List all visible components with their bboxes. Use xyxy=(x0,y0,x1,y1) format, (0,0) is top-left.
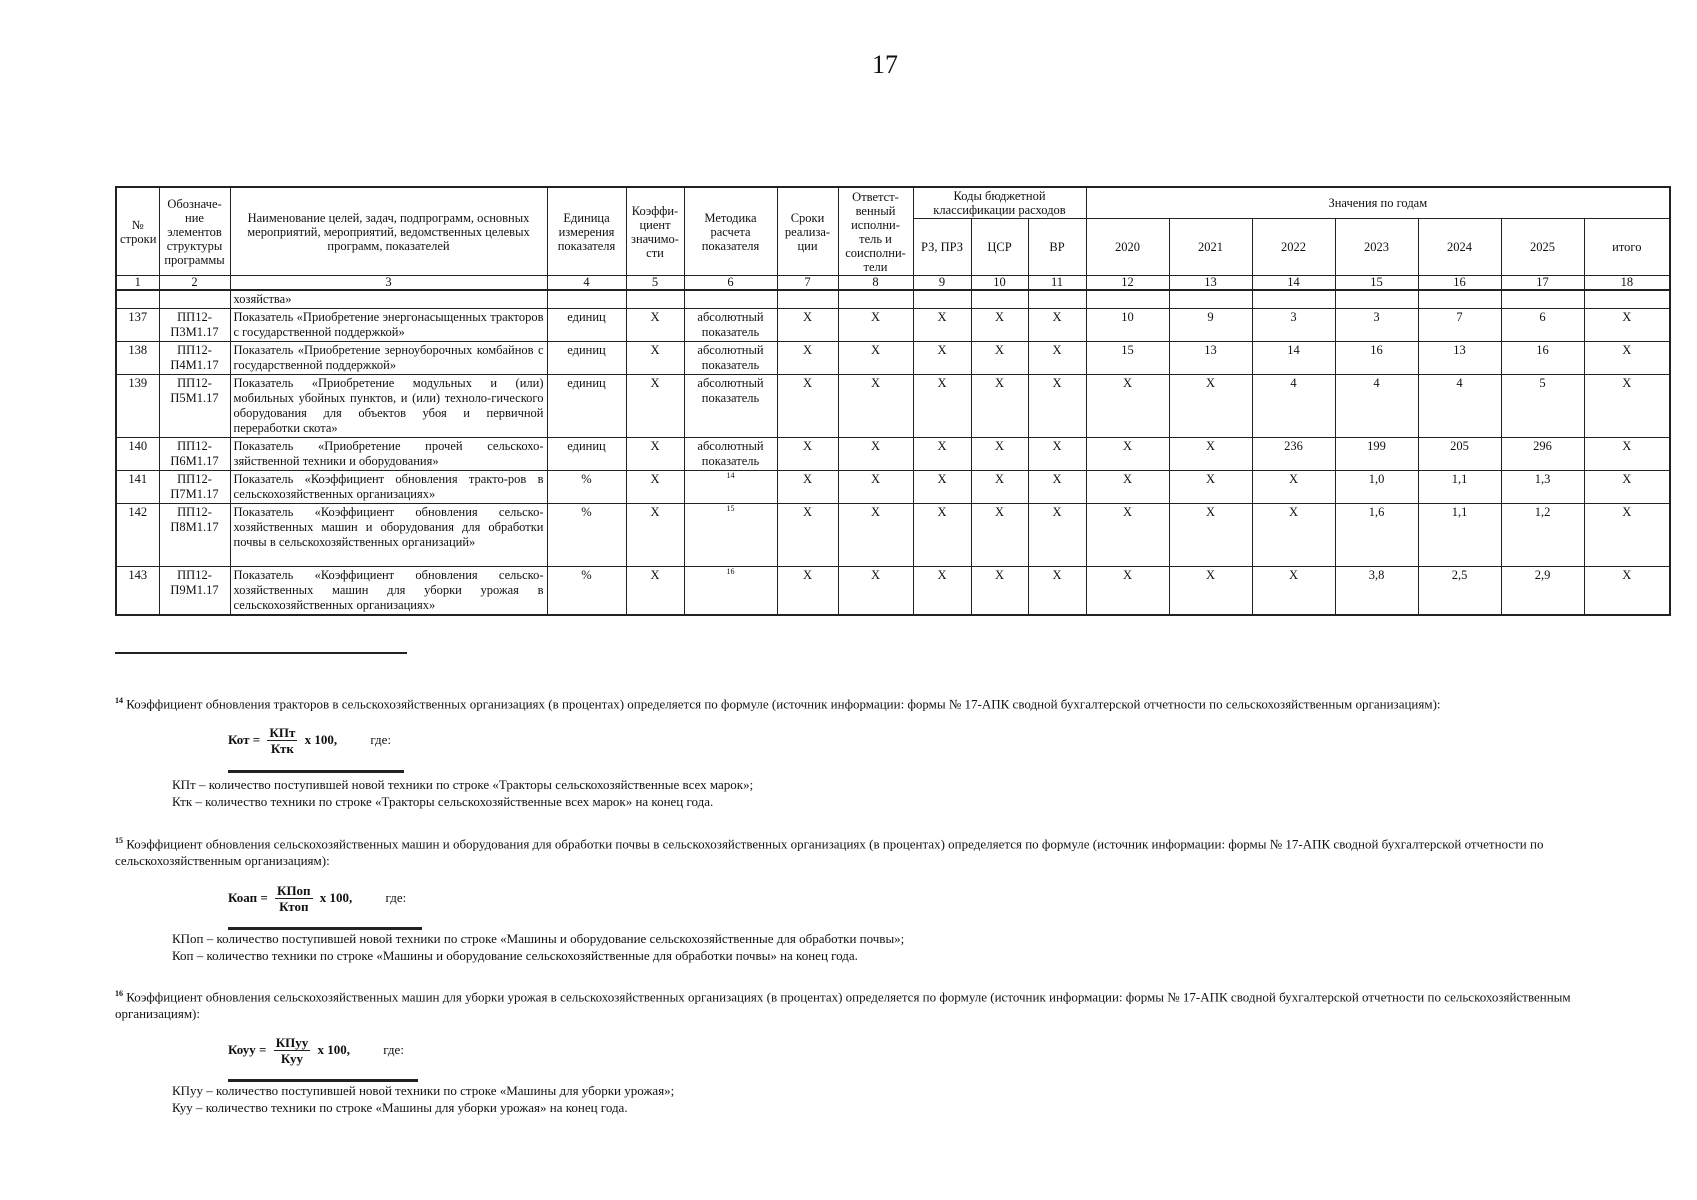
formula-denominator: Ктк xyxy=(270,741,294,756)
value-2023: 1,0 xyxy=(1335,471,1418,504)
table-row xyxy=(116,309,1670,342)
rz-cell: Х xyxy=(913,471,971,504)
csr-cell: Х xyxy=(971,438,1028,471)
header-budget-codes: Коды бюджетной классификации расходов xyxy=(913,187,1086,219)
value-2023: 3,8 xyxy=(1335,567,1418,616)
value-2022: Х xyxy=(1252,504,1335,567)
table-body xyxy=(116,290,1670,615)
value-2022: 3 xyxy=(1252,309,1335,342)
value-2022: 236 xyxy=(1252,438,1335,471)
value-2021: Х xyxy=(1169,471,1252,504)
column-number: 3 xyxy=(230,276,547,291)
column-number: 15 xyxy=(1335,276,1418,291)
value-2021: Х xyxy=(1169,567,1252,616)
unit-cell: единиц xyxy=(547,342,626,375)
table-row xyxy=(116,471,1670,504)
legend-line: КПуу – количество поступившей новой техники по строке «Машины для уборки урожая»; xyxy=(172,1083,675,1098)
coefficient-cell: Х xyxy=(626,504,684,567)
row-number: 140 xyxy=(116,438,159,471)
value-2023: 16 xyxy=(1335,342,1418,375)
value-total: Х xyxy=(1584,567,1670,616)
formula-denominator: Куу xyxy=(280,1051,304,1066)
rz-cell: Х xyxy=(913,438,971,471)
footnote-reference: 16 xyxy=(726,566,735,576)
element-code: ПП12-П8М1.17 xyxy=(159,504,230,567)
formula-where: где: xyxy=(383,1041,404,1057)
method-cell: абсолютный показатель xyxy=(684,342,777,375)
csr-cell: Х xyxy=(971,471,1028,504)
indicator-name: Показатель «Коэффициент обновления сельско-хозяйственных машин и оборудования для обработки почвы в сельскохозяйственных организаций» xyxy=(230,504,547,567)
formula-denominator: Ктоп xyxy=(279,899,309,914)
rz-cell: Х xyxy=(913,375,971,438)
csr-cell: Х xyxy=(971,567,1028,616)
formula-underline xyxy=(228,770,404,773)
responsible-cell: Х xyxy=(838,471,913,504)
element-code: ПП12-П5М1.17 xyxy=(159,375,230,438)
header-term: Сроки реализа-ции xyxy=(777,187,838,276)
footnote-legend-14 xyxy=(172,776,753,810)
value-2023: 4 xyxy=(1335,375,1418,438)
header-year: 2024 xyxy=(1418,219,1501,276)
coefficient-cell: Х xyxy=(626,309,684,342)
footnote-reference: 15 xyxy=(726,503,735,513)
csr-cell: Х xyxy=(971,504,1028,567)
value-2022: Х xyxy=(1252,471,1335,504)
term-cell: Х xyxy=(777,504,838,567)
unit-cell: единиц xyxy=(547,375,626,438)
column-number: 5 xyxy=(626,276,684,291)
footnote-mark: 14 xyxy=(115,696,123,705)
unit-cell: единиц xyxy=(547,438,626,471)
vr-cell: Х xyxy=(1028,375,1086,438)
header-method: Методика расчета показателя xyxy=(684,187,777,276)
value-2025: 1,3 xyxy=(1501,471,1584,504)
formula-where: где: xyxy=(385,889,407,905)
column-number: 7 xyxy=(777,276,838,291)
unit-cell: % xyxy=(547,504,626,567)
formula-multiplier: х 100, xyxy=(304,731,338,747)
column-number: 9 xyxy=(913,276,971,291)
term-cell: Х xyxy=(777,342,838,375)
header-coefficient: Коэффи-циент значимо-сти xyxy=(626,187,684,276)
footnote-text: Коэффициент обновления сельскохозяйственных машин и оборудования для обработки почвы в сельскохозяйственных организациях (в процентах) определяется по формуле (источник информации: формы № 17-АПК сводной бухгалтерской отчетности по сельскохозяйственным организациям): xyxy=(115,836,1544,869)
value-2020: 10 xyxy=(1086,309,1169,342)
row-number: 143 xyxy=(116,567,159,616)
column-number: 13 xyxy=(1169,276,1252,291)
value-2024: 7 xyxy=(1418,309,1501,342)
formula-lhs: Кот = xyxy=(228,731,261,747)
indicators-table xyxy=(115,186,1671,616)
vr-cell: Х xyxy=(1028,438,1086,471)
responsible-cell: Х xyxy=(838,342,913,375)
column-numbers-row xyxy=(116,276,1670,291)
method-cell xyxy=(684,567,777,616)
value-2023: 199 xyxy=(1335,438,1418,471)
value-2024: 4 xyxy=(1418,375,1501,438)
method-cell: абсолютный показатель xyxy=(684,438,777,471)
term-cell: Х xyxy=(777,567,838,616)
column-number: 2 xyxy=(159,276,230,291)
responsible-cell: Х xyxy=(838,309,913,342)
responsible-cell: Х xyxy=(838,504,913,567)
continuation-text: хозяйства» xyxy=(230,290,547,309)
element-code: ПП12-П9М1.17 xyxy=(159,567,230,616)
row-number: 138 xyxy=(116,342,159,375)
header-values-by-year: Значения по годам xyxy=(1086,187,1670,219)
table-row xyxy=(116,375,1670,438)
legend-line: КПоп – количество поступившей новой техники по строке «Машины и оборудование сельскохозяйственные для обработки почвы»; xyxy=(172,931,905,946)
indicator-name: Показатель «Коэффициент обновления тракто-ров в сельскохозяйственных организациях» xyxy=(230,471,547,504)
formula-numerator: КПт xyxy=(269,725,296,740)
formula-15 xyxy=(228,884,406,914)
header-vr: ВР xyxy=(1028,219,1086,276)
value-2025: 5 xyxy=(1501,375,1584,438)
header-code: Обозначе-ние элементов структуры программы xyxy=(159,187,230,276)
vr-cell: Х xyxy=(1028,567,1086,616)
formula-multiplier: х 100, xyxy=(319,889,353,905)
table-row xyxy=(116,438,1670,471)
vr-cell: Х xyxy=(1028,342,1086,375)
value-total: Х xyxy=(1584,471,1670,504)
column-number: 11 xyxy=(1028,276,1086,291)
formula-numerator: КПоп xyxy=(277,883,311,898)
indicator-name: Показатель «Коэффициент обновления сельско-хозяйственных машин для уборки урожая в сельскохозяйственных организациях» xyxy=(230,567,547,616)
value-2024: 205 xyxy=(1418,438,1501,471)
unit-cell: % xyxy=(547,471,626,504)
legend-line: Куу – количество техники по строке «Машины для уборки урожая» на конец года. xyxy=(172,1100,628,1115)
value-total: Х xyxy=(1584,438,1670,471)
row-number: 142 xyxy=(116,504,159,567)
continuation-row xyxy=(116,290,1670,309)
value-2020: 15 xyxy=(1086,342,1169,375)
formula-fraction xyxy=(274,1036,311,1066)
method-cell xyxy=(684,471,777,504)
footnote-mark: 15 xyxy=(115,836,123,845)
rz-cell: Х xyxy=(913,567,971,616)
formula-fraction xyxy=(275,884,313,914)
responsible-cell: Х xyxy=(838,438,913,471)
footnote-text: Коэффициент обновления сельскохозяйственных машин для уборки урожая в сельскохозяйственных организациях (в процентах) определяется по формуле (источник информации: формы № 17-АПК сводной бухгалтерской отчетности по сельскохозяйственным организациям): xyxy=(115,989,1571,1022)
row-number: 137 xyxy=(116,309,159,342)
header-year: 2020 xyxy=(1086,219,1169,276)
header-name: Наименование целей, задач, подпрограмм, основных мероприятий, мероприятий, ведомственных целевых программ, показателей xyxy=(230,187,547,276)
csr-cell: Х xyxy=(971,309,1028,342)
value-2025: 296 xyxy=(1501,438,1584,471)
column-number: 6 xyxy=(684,276,777,291)
value-2020: Х xyxy=(1086,438,1169,471)
footnote-separator xyxy=(115,652,407,654)
coefficient-cell: Х xyxy=(626,375,684,438)
value-2021: Х xyxy=(1169,438,1252,471)
value-2024: 1,1 xyxy=(1418,471,1501,504)
column-number: 18 xyxy=(1584,276,1670,291)
coefficient-cell: Х xyxy=(626,342,684,375)
footnote-legend-15 xyxy=(172,930,904,964)
page-number: 17 xyxy=(872,50,898,79)
header-year: 2022 xyxy=(1252,219,1335,276)
legend-line: Коп – количество техники по строке «Машины и оборудование сельскохозяйственные для обработки почвы» на конец года. xyxy=(172,948,858,963)
footnote-legend-16 xyxy=(172,1082,674,1116)
value-2020: Х xyxy=(1086,375,1169,438)
value-2021: 9 xyxy=(1169,309,1252,342)
value-2020: Х xyxy=(1086,504,1169,567)
value-2024: 13 xyxy=(1418,342,1501,375)
vr-cell: Х xyxy=(1028,471,1086,504)
value-2023: 1,6 xyxy=(1335,504,1418,567)
footnote-reference: 14 xyxy=(726,470,735,480)
column-number: 10 xyxy=(971,276,1028,291)
formula-where: где: xyxy=(370,731,392,747)
table-row xyxy=(116,342,1670,375)
vr-cell: Х xyxy=(1028,504,1086,567)
value-2022: 4 xyxy=(1252,375,1335,438)
indicator-name: Показатель «Приобретение энергонасыщенных тракторов с государственной поддержкой» xyxy=(230,309,547,342)
header-year: 2021 xyxy=(1169,219,1252,276)
value-2024: 2,5 xyxy=(1418,567,1501,616)
rz-cell: Х xyxy=(913,309,971,342)
footnote-mark: 16 xyxy=(115,989,123,998)
column-number: 1 xyxy=(116,276,159,291)
unit-cell: % xyxy=(547,567,626,616)
method-cell: абсолютный показатель xyxy=(684,375,777,438)
indicator-name: Показатель «Приобретение зерноуборочных комбайнов с государственной поддержкой» xyxy=(230,342,547,375)
value-2021: 13 xyxy=(1169,342,1252,375)
value-total: Х xyxy=(1584,375,1670,438)
formula-lhs: Коуу = xyxy=(228,1041,267,1057)
column-number: 17 xyxy=(1501,276,1584,291)
element-code: ПП12-П4М1.17 xyxy=(159,342,230,375)
indicator-name: Показатель «Приобретение прочей сельскохо-зяйственной техники и оборудования» xyxy=(230,438,547,471)
formula-14 xyxy=(228,726,391,756)
term-cell: Х xyxy=(777,438,838,471)
footnote-16 xyxy=(115,985,1605,1022)
column-number: 14 xyxy=(1252,276,1335,291)
header-year: 2023 xyxy=(1335,219,1418,276)
responsible-cell: Х xyxy=(838,375,913,438)
row-number: 139 xyxy=(116,375,159,438)
legend-line: Ктк – количество техники по строке «Тракторы сельскохозяйственные всех марок» на конец года. xyxy=(172,794,714,809)
value-total: Х xyxy=(1584,309,1670,342)
coefficient-cell: Х xyxy=(626,567,684,616)
header-csr: ЦСР xyxy=(971,219,1028,276)
indicator-name: Показатель «Приобретение модульных и (или) мобильных убойных пунктов, и (или) техноло-гического оборудования для объектов убоя и первичной переработки скота» xyxy=(230,375,547,438)
term-cell: Х xyxy=(777,375,838,438)
table-header xyxy=(116,187,1670,290)
header-total: итого xyxy=(1584,219,1670,276)
table-row xyxy=(116,567,1670,616)
unit-cell: единиц xyxy=(547,309,626,342)
method-cell: абсолютный показатель xyxy=(684,309,777,342)
rz-cell: Х xyxy=(913,342,971,375)
vr-cell: Х xyxy=(1028,309,1086,342)
column-number: 12 xyxy=(1086,276,1169,291)
value-total: Х xyxy=(1584,504,1670,567)
value-total: Х xyxy=(1584,342,1670,375)
value-2021: Х xyxy=(1169,375,1252,438)
element-code: ПП12-П6М1.17 xyxy=(159,438,230,471)
value-2020: Х xyxy=(1086,471,1169,504)
value-2023: 3 xyxy=(1335,309,1418,342)
table-row xyxy=(116,504,1670,567)
value-2025: 6 xyxy=(1501,309,1584,342)
header-row-number: № строки xyxy=(116,187,159,276)
legend-line: КПт – количество поступившей новой техники по строке «Тракторы сельскохозяйственные всех марок»; xyxy=(172,777,754,792)
footnote-14 xyxy=(115,692,1605,712)
header-unit: Единица измерения показателя xyxy=(547,187,626,276)
csr-cell: Х xyxy=(971,342,1028,375)
method-cell xyxy=(684,504,777,567)
value-2020: Х xyxy=(1086,567,1169,616)
column-number: 8 xyxy=(838,276,913,291)
formula-lhs: Коап = xyxy=(228,889,268,905)
value-2022: 14 xyxy=(1252,342,1335,375)
value-2025: 1,2 xyxy=(1501,504,1584,567)
responsible-cell: Х xyxy=(838,567,913,616)
value-2022: Х xyxy=(1252,567,1335,616)
row-number: 141 xyxy=(116,471,159,504)
column-number: 16 xyxy=(1418,276,1501,291)
value-2025: 16 xyxy=(1501,342,1584,375)
value-2025: 2,9 xyxy=(1501,567,1584,616)
element-code: ПП12-П7М1.17 xyxy=(159,471,230,504)
footnote-text: Коэффициент обновления тракторов в сельскохозяйственных организациях (в процентах) определяется по формуле (источник информации: формы № 17-АПК сводной бухгалтерской отчетности по сельскохозяйственным организациям): xyxy=(126,696,1441,712)
value-2024: 1,1 xyxy=(1418,504,1501,567)
coefficient-cell: Х xyxy=(626,471,684,504)
formula-16 xyxy=(228,1036,404,1066)
column-number: 4 xyxy=(547,276,626,291)
rz-cell: Х xyxy=(913,504,971,567)
header-year: 2025 xyxy=(1501,219,1584,276)
footnote-15 xyxy=(115,832,1605,869)
csr-cell: Х xyxy=(971,375,1028,438)
formula-fraction xyxy=(267,726,297,756)
formula-multiplier: х 100, xyxy=(317,1041,350,1057)
coefficient-cell: Х xyxy=(626,438,684,471)
value-2021: Х xyxy=(1169,504,1252,567)
term-cell: Х xyxy=(777,309,838,342)
element-code: ПП12-П3М1.17 xyxy=(159,309,230,342)
formula-numerator: КПуу xyxy=(275,1035,309,1050)
header-responsible: Ответст-венный исполни-тель и соисполни-тели xyxy=(838,187,913,276)
term-cell: Х xyxy=(777,471,838,504)
header-rz: РЗ, ПРЗ xyxy=(913,219,971,276)
